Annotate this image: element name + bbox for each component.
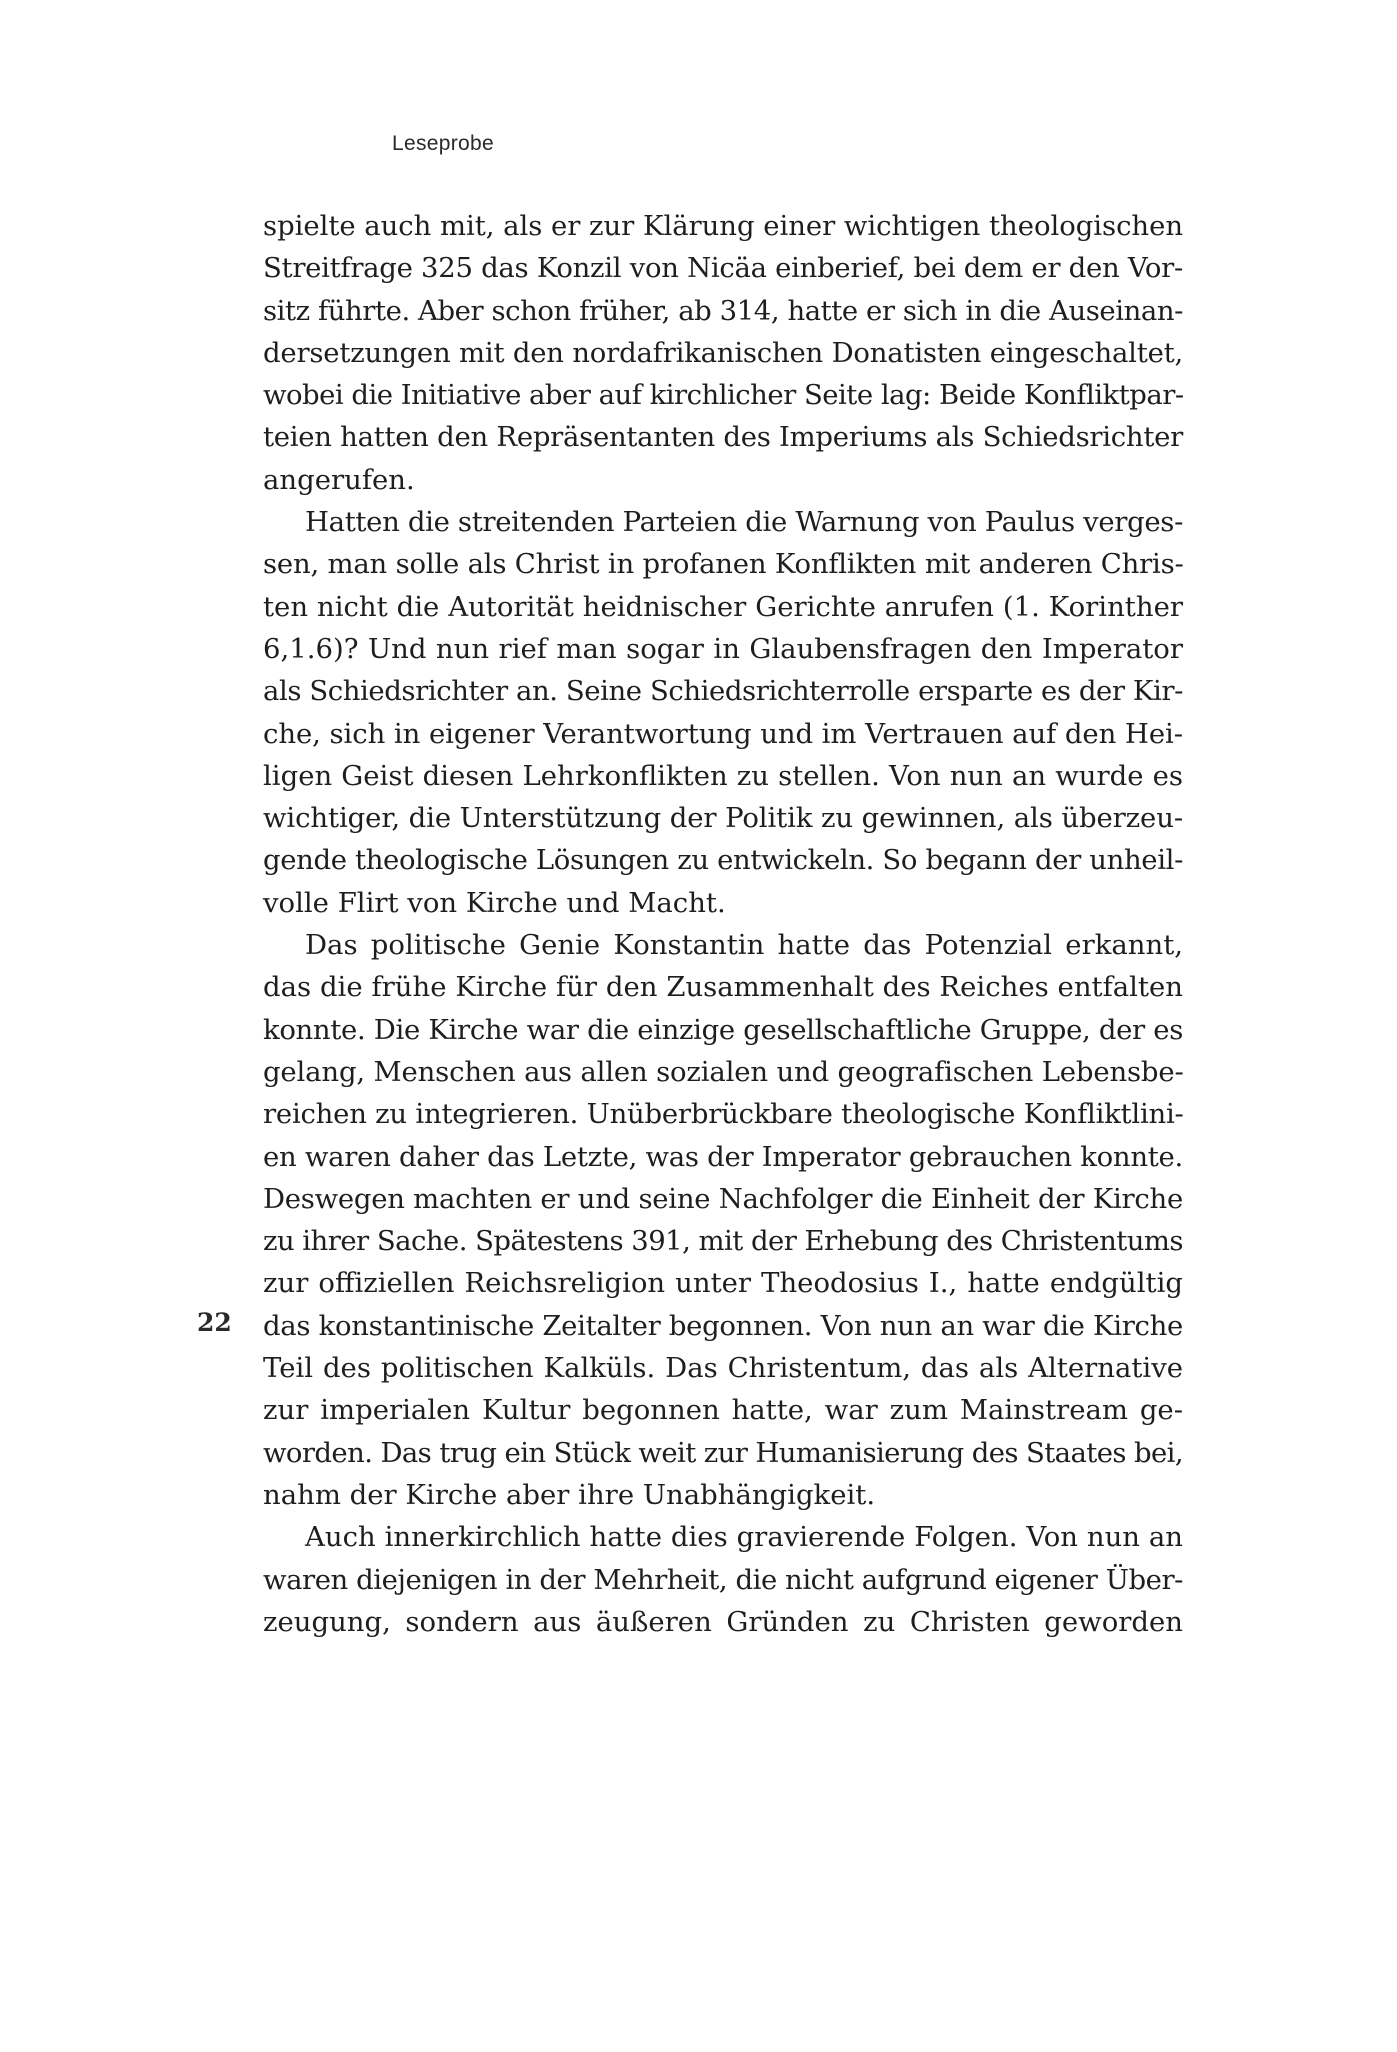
- text-line: angerufen.: [263, 463, 415, 496]
- paragraph: [263, 1516, 1183, 1643]
- text-line: dersetzungen mit den nordafrikanischen Donatisten eingeschaltet,: [263, 336, 1184, 369]
- page-number: 22: [197, 1308, 232, 1337]
- text-line: che, sich in eigener Verantwortung und im Vertrauen auf den Hei-: [263, 717, 1183, 750]
- paragraph: [263, 501, 1183, 924]
- text-line: wobei die Initiative aber auf kirchlicher Seite lag: Beide Konfliktpar-: [263, 379, 1184, 412]
- text-line: das die frühe Kirche für den Zusammenhalt des Reiches entfalten: [263, 971, 1183, 1004]
- body-text: [263, 205, 1183, 1643]
- text-line: Deswegen machten er und seine Nachfolger die Einheit der Kirche: [263, 1182, 1183, 1215]
- paragraph: [263, 205, 1183, 501]
- text-line: sen, man solle als Christ in profanen Konflikten mit anderen Chris-: [263, 548, 1184, 581]
- text-line: Hatten die streitenden Parteien die Warnung von Paulus verges-: [305, 506, 1184, 539]
- text-line: zur imperialen Kultur begonnen hatte, war zum Mainstream ge-: [263, 1394, 1183, 1427]
- text-line: sitz führte. Aber schon früher, ab 314, hatte er sich in die Auseinan-: [263, 294, 1183, 327]
- paragraph: [263, 924, 1183, 1516]
- text-line: ligen Geist diesen Lehrkonflikten zu stellen. Von nun an wurde es: [263, 759, 1183, 792]
- text-line: Auch innerkirchlich hatte dies gravierende Folgen. Von nun an: [305, 1521, 1183, 1554]
- running-header: Leseprobe: [392, 132, 494, 155]
- text-line: zeugung, sondern aus äußeren Gründen zu Christen geworden: [263, 1605, 1183, 1638]
- text-line: gende theologische Lösungen zu entwickeln. So begann der unheil-: [263, 844, 1183, 877]
- text-line: waren diejenigen in der Mehrheit, die nicht aufgrund eigener Über-: [263, 1563, 1183, 1596]
- text-line: nahm der Kirche aber ihre Unabhängigkeit.: [263, 1478, 876, 1511]
- text-line: Das politische Genie Konstantin hatte das Potenzial erkannt,: [305, 929, 1183, 962]
- text-line: teien hatten den Repräsentanten des Imperiums als Schiedsrichter: [263, 421, 1183, 454]
- text-line: Teil des politischen Kalküls. Das Christentum, das als Alternative: [263, 1352, 1183, 1385]
- text-line: konnte. Die Kirche war die einzige gesellschaftliche Gruppe, der es: [263, 1013, 1183, 1046]
- text-line: zur offiziellen Reichsreligion unter Theodosius I., hatte endgültig: [263, 1267, 1183, 1300]
- text-line: reichen zu integrieren. Unüberbrückbare theologische Konfliktlini-: [263, 1098, 1184, 1131]
- text-line: 6,1.6)? Und nun rief man sogar in Glaubensfragen den Imperator: [263, 632, 1183, 665]
- text-line: gelang, Menschen aus allen sozialen und geografischen Lebensbe-: [263, 1055, 1184, 1088]
- text-line: zu ihrer Sache. Spätestens 391, mit der Erhebung des Christentums: [263, 1225, 1183, 1258]
- text-line: das konstantinische Zeitalter begonnen. Von nun an war die Kirche: [263, 1309, 1183, 1342]
- text-line: Streitfrage 325 das Konzil von Nicäa einberief, bei dem er den Vor-: [263, 252, 1184, 285]
- text-line: ten nicht die Autorität heidnischer Gerichte anrufen (1. Korinther: [263, 590, 1183, 623]
- text-line: wichtiger, die Unterstützung der Politik zu gewinnen, als überzeu-: [263, 802, 1184, 835]
- text-line: spielte auch mit, als er zur Klärung einer wichtigen theologischen: [263, 210, 1183, 242]
- text-line: en waren daher das Letzte, was der Imperator gebrauchen konnte.: [263, 1140, 1184, 1173]
- text-line: volle Flirt von Kirche und Macht.: [263, 886, 726, 919]
- text-line: als Schiedsrichter an. Seine Schiedsrichterrolle ersparte es der Kir-: [263, 675, 1184, 708]
- text-line: worden. Das trug ein Stück weit zur Humanisierung des Staates bei,: [263, 1436, 1183, 1469]
